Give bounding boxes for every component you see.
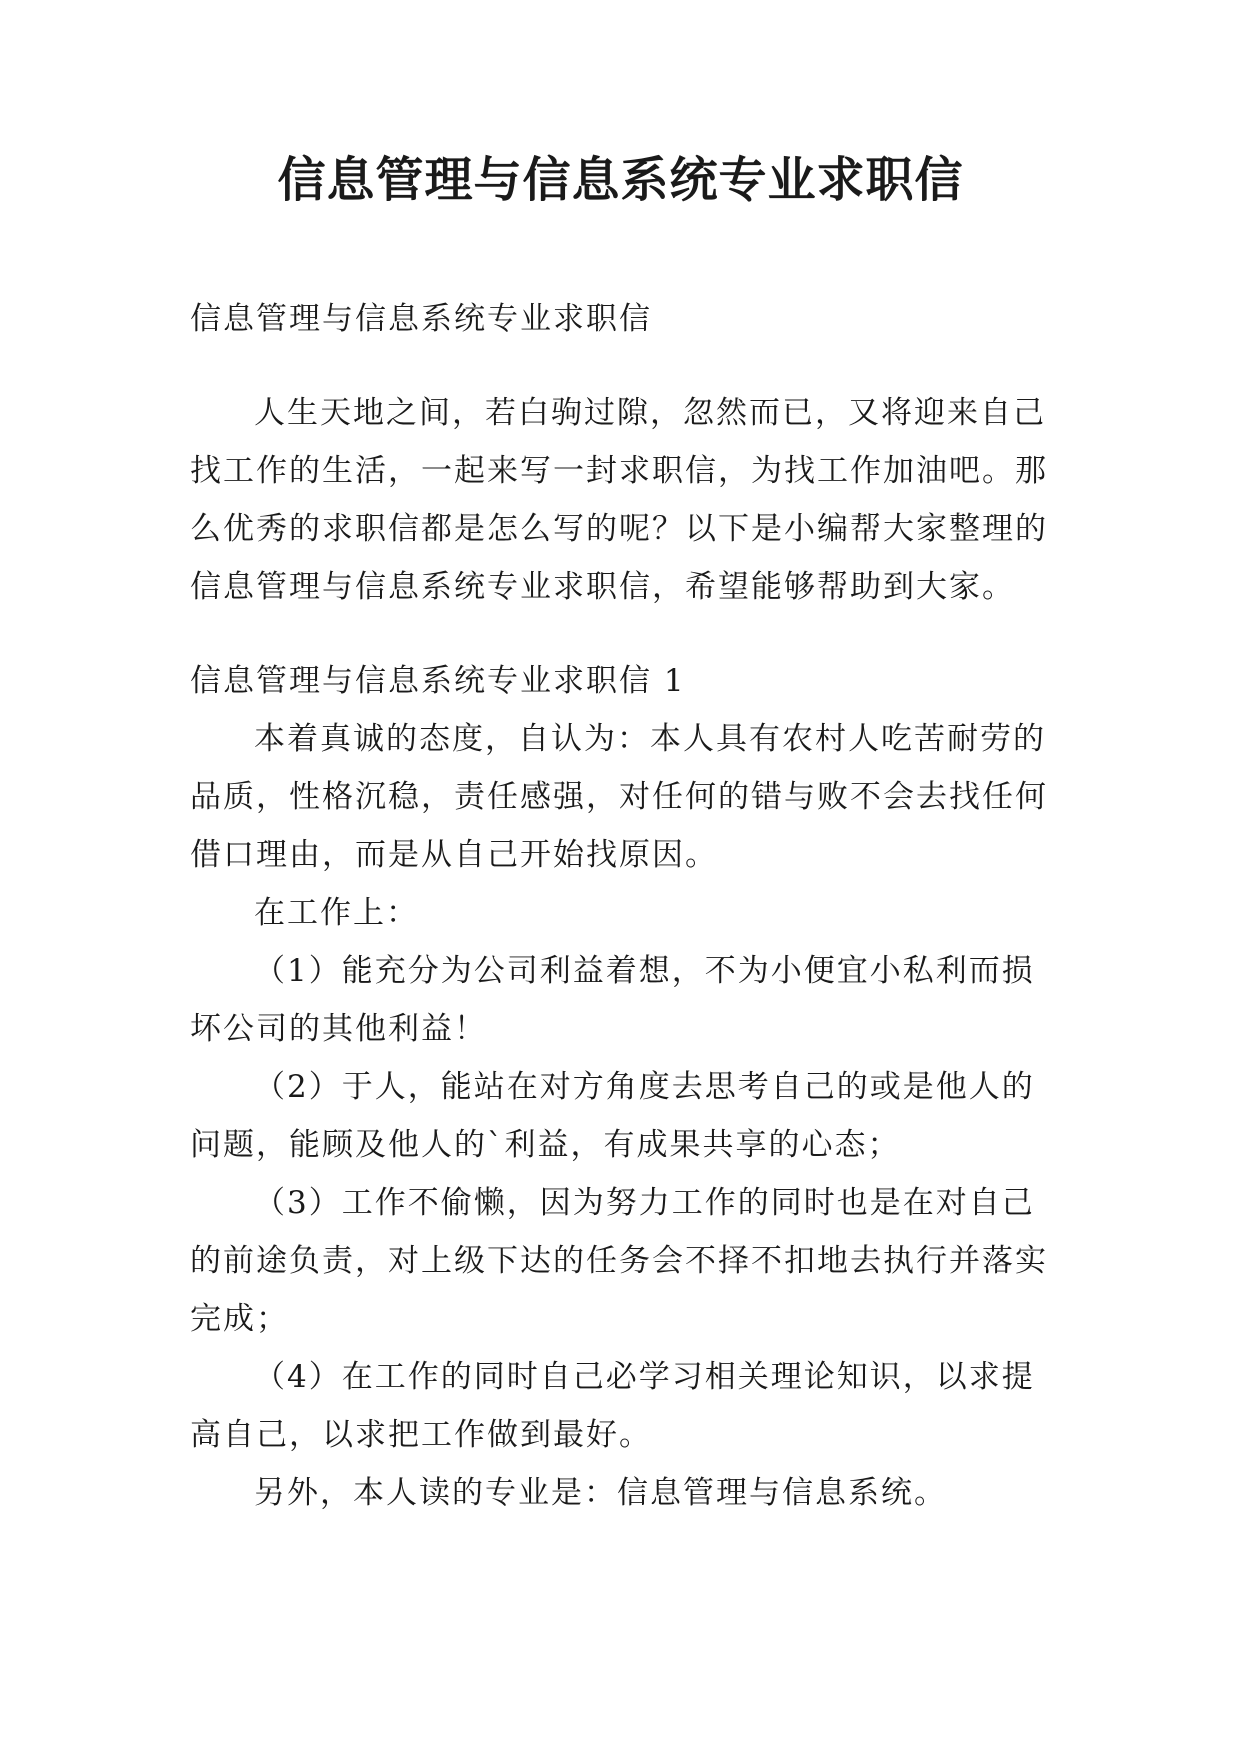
list-item-1: （1）能充分为公司利益着想，不为小便宜小私利而损坏公司的其他利益！ [190,953,1035,1047]
list-item-2: （2）于人，能站在对方角度去思考自己的或是他人的问题，能顾及他人的`利益，有成果共享的心态； [190,1069,1035,1163]
list-item-3: （3）工作不偷懒，因为努力工作的同时也是在对自己的前途负责，对上级下达的任务会不择不扣地去执行并落实完成； [190,1185,1048,1337]
section-heading: 信息管理与信息系统专业求职信 1 [190,663,686,699]
document-body [190,290,1060,1522]
paragraph-major: 另外，本人读的专业是：信息管理与信息系统。 [254,1475,947,1511]
list-item-4: （4）在工作的同时自己必学习相关理论知识，以求提高自己，以求把工作做到最好。 [190,1359,1035,1453]
document-subtitle: 信息管理与信息系统专业求职信 [190,301,652,337]
document-title: 信息管理与信息系统专业求职信 [277,152,964,208]
paragraph-attitude: 本着真诚的态度，自认为：本人具有农村人吃苦耐劳的品质，性格沉稳，责任感强，对任何的错与败不会去找任何借口理由，而是从自己开始找原因。 [190,721,1048,873]
intro-paragraph: 人生天地之间，若白驹过隙，忽然而已，又将迎来自己找工作的生活，一起来写一封求职信，为找工作加油吧。那么优秀的求职信都是怎么写的呢？以下是小编帮大家整理的信息管理与信息系统专业求职信，希望能够帮助到大家。 [190,395,1048,605]
paragraph-work-intro: 在工作上： [254,895,419,931]
